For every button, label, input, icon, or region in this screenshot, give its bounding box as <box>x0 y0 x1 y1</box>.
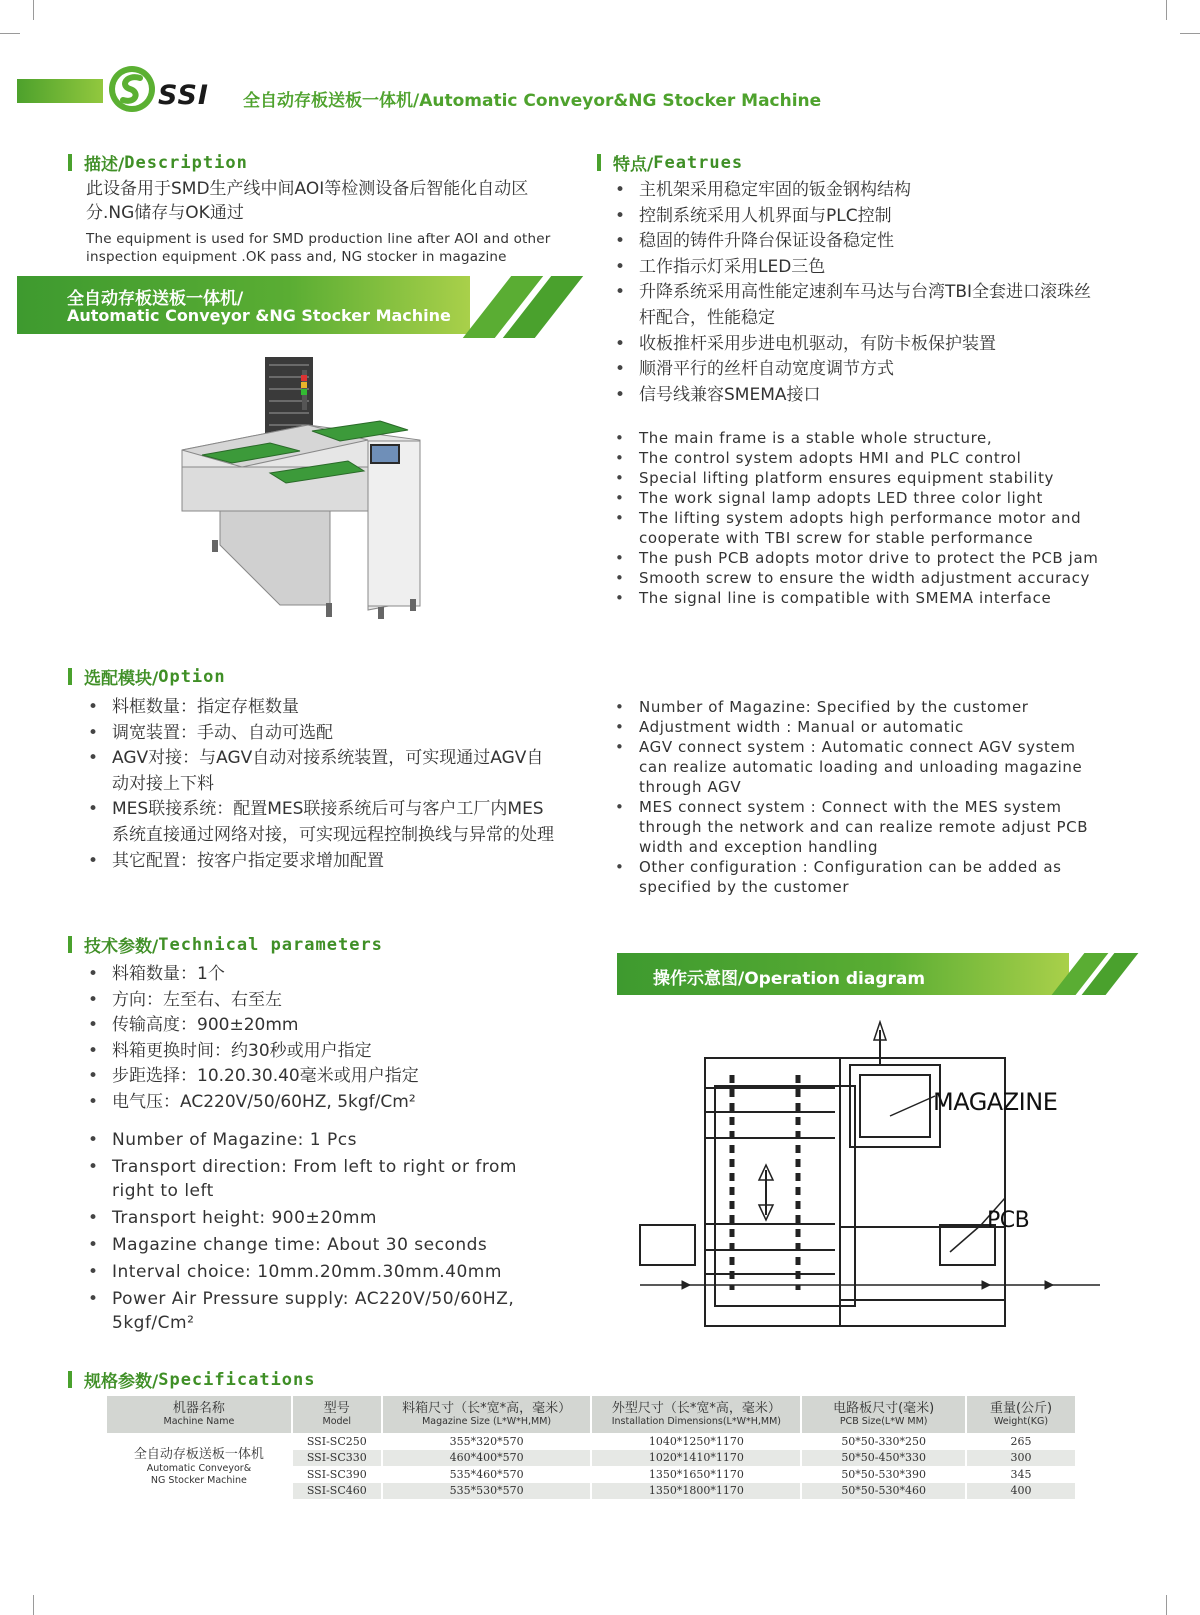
crop-mark <box>1166 1595 1167 1615</box>
list-item: • 主机架采用稳定牢固的钣金钢构结构 <box>613 178 1103 204</box>
list-item: • Number of Magazine: Specified by the customer <box>613 697 1103 717</box>
table-cell: 535*460*570 <box>382 1466 592 1483</box>
list-item: • 方向：左至右、右至左 <box>86 988 556 1014</box>
column-header: 机器名称 Machine Name <box>107 1396 292 1433</box>
table-cell: SSI-SC250 <box>292 1433 382 1450</box>
operation-diagram <box>635 1020 1105 1330</box>
list-item: • Adjustment width : Manual or automatic <box>613 717 1103 737</box>
list-item: • Transport direction: From left to right or from right to left <box>86 1155 556 1203</box>
crop-mark <box>1180 33 1200 34</box>
table-cell: 50*50-450*330 <box>801 1450 966 1467</box>
technical-list-en <box>86 1128 556 1335</box>
features-heading: 特点/ Featrues <box>597 150 743 175</box>
list-item: • Number of Magazine: 1 Pcs <box>86 1128 556 1152</box>
list-item: • 收板推杆采用步进电机驱动，有防卡板保护装置 <box>613 332 1103 358</box>
table-row <box>107 1433 1076 1450</box>
list-item: • Power Air Pressure supply: AC220V/50/60HZ, 5kgf/Cm² <box>86 1287 556 1335</box>
table-cell: 1350*1800*1170 <box>591 1483 801 1500</box>
specifications-table <box>107 1396 1077 1499</box>
crop-mark <box>33 0 34 20</box>
list-item: • 料箱更换时间：约30秒或用户指定 <box>86 1039 556 1065</box>
table-cell: SSI-SC330 <box>292 1450 382 1467</box>
features-list-en <box>613 428 1103 608</box>
table-cell: 1040*1250*1170 <box>591 1433 801 1450</box>
machine-illustration <box>180 355 430 645</box>
column-header: 电路板尺寸(毫米) PCB Size(L*W MM) <box>801 1396 966 1433</box>
list-item: • 工作指示灯采用LED三色 <box>613 255 1103 281</box>
list-item: • 升降系统采用高性能定速刹车马达与台湾TBI全套进口滚珠丝杆配合，性能稳定 <box>613 280 1103 331</box>
operation-banner-title: 操作示意图/Operation diagram <box>653 969 926 989</box>
list-item: • 料框数量：指定存框数量 <box>86 695 556 721</box>
table-cell: 1350*1650*1170 <box>591 1466 801 1483</box>
table-cell: 345 <box>966 1466 1076 1483</box>
features-list-cn <box>613 178 1103 408</box>
table-cell: 400 <box>966 1483 1076 1500</box>
option-list-cn <box>86 695 556 874</box>
list-item: • 顺滑平行的丝杆自动宽度调节方式 <box>613 357 1103 383</box>
crop-mark <box>1166 0 1167 20</box>
table-cell: 535*530*570 <box>382 1483 592 1500</box>
list-item: • 其它配置：按客户指定要求增加配置 <box>86 849 556 875</box>
specifications-heading: 规格参数/ Specifications <box>68 1367 316 1392</box>
description-text-cn: 此设备用于SMD生产线中间AOI等检测设备后智能化自动区分.NG储存与OK通过 <box>86 179 529 223</box>
brand-name: SSI <box>158 80 209 111</box>
description-heading: 描述/ Description <box>68 150 248 175</box>
crop-mark <box>0 33 20 34</box>
description-text-en: The equipment is used for SMD production line after AOI and other inspection equipment .OK pass and, NG stocker in magazine <box>86 231 551 265</box>
technical-list-cn <box>86 962 556 1116</box>
list-item: • 控制系统采用人机界面与PLC控制 <box>613 204 1103 230</box>
pcb-label: PCB <box>987 1208 1030 1233</box>
list-item: • 传输高度：900±20mm <box>86 1013 556 1039</box>
list-item: • 电气压：AC220V/50/60HZ, 5kgf/Cm² <box>86 1090 556 1116</box>
list-item: • 调宽装置：手动、自动可选配 <box>86 721 556 747</box>
product-banner-line2: Automatic Conveyor &NG Stocker Machine <box>67 306 451 325</box>
option-heading: 选配模块/ Option <box>68 664 226 689</box>
table-cell: 265 <box>966 1433 1076 1450</box>
table-cell: 460*400*570 <box>382 1450 592 1467</box>
crop-mark <box>33 1595 34 1615</box>
list-item: • The push PCB adopts motor drive to protect the PCB jam <box>613 548 1103 568</box>
specifications-table-wrap <box>107 1396 1077 1499</box>
list-item: • The signal line is compatible with SMEMA interface <box>613 588 1103 608</box>
list-item: • Transport height: 900±20mm <box>86 1206 556 1230</box>
column-header: 型号 Model <box>292 1396 382 1433</box>
list-item: • The work signal lamp adopts LED three color light <box>613 488 1103 508</box>
list-item: • Other configuration : Configuration can be added as specified by the customer <box>613 857 1103 897</box>
product-banner <box>17 276 470 334</box>
magazine-label: MAGAZINE <box>933 1088 1058 1116</box>
option-list-en <box>613 697 1103 897</box>
list-item: • Special lifting platform ensures equipment stability <box>613 468 1103 488</box>
table-cell: SSI-SC390 <box>292 1466 382 1483</box>
list-item: • The main frame is a stable whole structure, <box>613 428 1103 448</box>
list-item: • 料箱数量：1个 <box>86 962 556 988</box>
column-header: 重量(公斤) Weight(KG) <box>966 1396 1076 1433</box>
table-cell: 300 <box>966 1450 1076 1467</box>
table-cell: 355*320*570 <box>382 1433 592 1450</box>
list-item: • 步距选择：10.20.30.40毫米或用户指定 <box>86 1064 556 1090</box>
list-item: • MES联接系统：配置MES联接系统后可与客户工厂内MES系统直接通过网络对接，可实现远程控制换线与异常的处理 <box>86 797 556 848</box>
list-item: • AGV对接：与AGV自动对接系统装置，可实现通过AGV自动对接上下料 <box>86 746 556 797</box>
table-cell: 50*50-330*250 <box>801 1433 966 1450</box>
list-item: • The lifting system adopts high performance motor and cooperate with TBI screw for stable performance <box>613 508 1103 548</box>
page-title: 全自动存板送板一体机/Automatic Conveyor&NG Stocker Machine <box>243 91 822 111</box>
product-banner-line1: 全自动存板送板一体机/ <box>67 289 244 309</box>
list-item: • Smooth screw to ensure the width adjustment accuracy <box>613 568 1103 588</box>
table-cell: SSI-SC460 <box>292 1483 382 1500</box>
machine-name-cell: 全自动存板送板一体机 Automatic Conveyor& NG Stocker Machine <box>107 1433 292 1499</box>
list-item: • AGV connect system : Automatic connect AGV system can realize automatic loading and unloading magazine through AGV <box>613 737 1103 797</box>
operation-banner <box>617 953 1069 995</box>
column-header: 外型尺寸（长*宽*高，毫米） Installation Dimensions(L*W*H,MM) <box>591 1396 801 1433</box>
list-item: • Interval choice: 10mm.20mm.30mm.40mm <box>86 1260 556 1284</box>
ssi-logo-icon <box>106 64 158 114</box>
list-item: • MES connect system : Connect with the MES system through the network and can realize remote adjust PCB width and exception handling <box>613 797 1103 857</box>
header-accent-bar <box>17 79 103 103</box>
table-cell: 1020*1410*1170 <box>591 1450 801 1467</box>
table-cell: 50*50-530*460 <box>801 1483 966 1500</box>
list-item: • 信号线兼容SMEMA接口 <box>613 383 1103 409</box>
list-item: • 稳固的铸件升降台保证设备稳定性 <box>613 229 1103 255</box>
column-header: 料箱尺寸（长*宽*高，毫米） Magazine Size (L*W*H,MM) <box>382 1396 592 1433</box>
technical-heading: 技术参数/ Technical parameters <box>68 932 383 957</box>
table-header-row <box>107 1396 1076 1433</box>
table-cell: 50*50-530*390 <box>801 1466 966 1483</box>
list-item: • Magazine change time: About 30 seconds <box>86 1233 556 1257</box>
list-item: • The control system adopts HMI and PLC control <box>613 448 1103 468</box>
